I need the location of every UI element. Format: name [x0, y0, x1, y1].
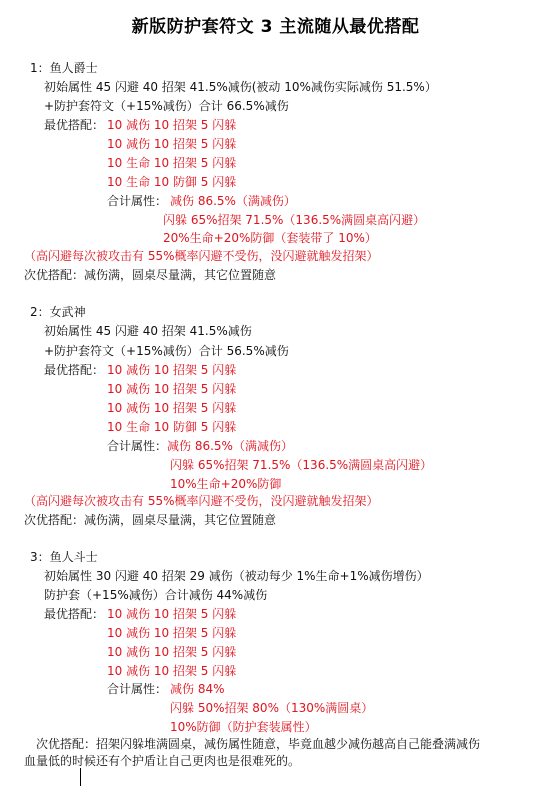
total-line: 20%生命+20%防御（套装带了 10%）	[163, 231, 377, 245]
second-best: 次优搭配：减伤满，圆桌尽量满，其它位置随意	[24, 513, 277, 527]
total-line: 减伤 84%	[170, 682, 225, 696]
text-cursor	[80, 768, 81, 786]
section-heading: 3：鱼人斗士	[30, 550, 98, 564]
best-label: 最优搭配：	[44, 607, 105, 621]
best-label: 最优搭配：	[44, 118, 105, 132]
section-heading: 1：鱼人爵士	[30, 61, 98, 75]
base-stats: 初始属性 30 闪避 40 招架 29 减伤（被动每少 1%生命+1%减伤增伤）	[44, 569, 429, 583]
best-config-line: 10 减伤 10 招架 5 闪躲	[107, 607, 237, 621]
total-label: 合计属性：	[107, 194, 168, 208]
section-heading: 2：女武神	[30, 305, 86, 319]
best-config-line: 10 减伤 10 招架 5 闪躲	[107, 137, 237, 151]
best-config-line: 10 减伤 10 招架 5 闪躲	[107, 363, 237, 377]
second-best: 次优搭配：招架闪躲堆满圆桌，减伤属性随意，毕竟血越少减伤越高自己能叠满减伤	[36, 737, 481, 751]
base-stats: 初始属性 45 闪避 40 招架 41.5%减伤(被动 10%减伤实际减伤 51.5%）	[44, 80, 437, 94]
total-label	[107, 437, 293, 455]
base-stats: 初始属性 45 闪避 40 招架 41.5%减伤	[44, 324, 252, 338]
total-line: 闪躲 65%招架 71.5%（136.5%满圆桌高闪避）	[163, 213, 426, 227]
rune-stats: 防护套（+15%减伤）合计减伤 44%减伤	[44, 588, 268, 602]
total-line: 闪躲 50%招架 80%（130%满圆桌）	[170, 701, 374, 715]
best-config-line: 10 减伤 10 招架 5 闪躲	[107, 401, 237, 415]
total-label-text: 合计属性：	[107, 439, 168, 453]
best-config-line: 10 生命 10 招架 5 闪躲	[107, 156, 237, 170]
best-config-line: 10 减伤 10 招架 5 闪躲	[107, 626, 237, 640]
total-line: 减伤 86.5%（满减伤）	[170, 194, 296, 208]
best-config-line: 10 生命 10 防御 5 闪躲	[107, 175, 237, 189]
rune-stats: +防护套符文（+15%减伤）合计 66.5%减伤	[44, 99, 289, 113]
total-line: 减伤 86.5%	[167, 439, 233, 453]
total-line-suffix: （满减伤）	[232, 439, 293, 453]
best-config-line: 10 减伤 10 招架 5 闪躲	[107, 645, 237, 659]
second-best-continued: 血量低的时候还有个护盾让自己更肉也是很难死的。	[24, 754, 301, 768]
page-title: 新版防护套符文 3 主流随从最优搭配	[131, 17, 420, 37]
best-config-line: 10 减伤 10 招架 5 闪躲	[107, 664, 237, 678]
total-line: 10%防御（防护套装属性）	[170, 720, 317, 734]
second-best: 次优搭配：减伤满，圆桌尽量满，其它位置随意	[24, 268, 277, 282]
best-config-line: 10 生命 10 防御 5 闪躲	[107, 420, 237, 434]
rune-stats: +防护套符文（+15%减伤）合计 56.5%减伤	[44, 344, 289, 358]
total-line: 10%生命+20%防御	[170, 477, 282, 491]
note: （高闪避每次被攻击有 55%概率闪避不受伤，没闪避就触发招架）	[24, 249, 379, 263]
total-line: 闪躲 65%招架 71.5%（136.5%满圆桌高闪避）	[170, 458, 433, 472]
total-label: 合计属性：	[107, 682, 168, 696]
best-label: 最优搭配：	[44, 363, 105, 377]
best-config-line: 10 减伤 10 招架 5 闪躲	[107, 118, 237, 132]
best-config-line: 10 减伤 10 招架 5 闪躲	[107, 382, 237, 396]
note: （高闪避每次被攻击有 55%概率闪避不受伤，没闪避就触发招架）	[24, 494, 379, 508]
